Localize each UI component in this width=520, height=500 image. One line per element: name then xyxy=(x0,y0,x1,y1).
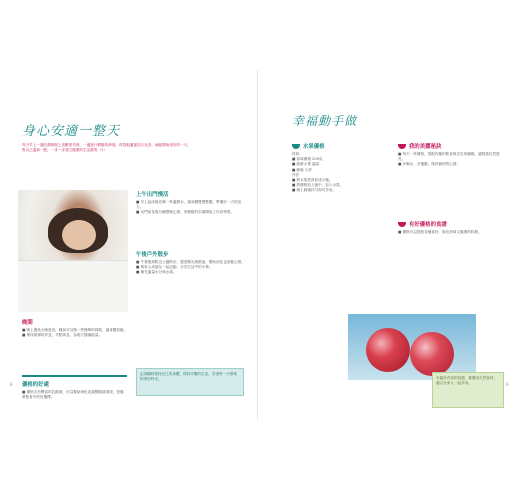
section-afternoon-head: 午後戶外散步 xyxy=(136,252,169,258)
section-evening xyxy=(22,318,132,338)
bowl-icon xyxy=(292,144,300,149)
book-spread xyxy=(8,70,512,420)
left-page-title: 身心安適一整天 xyxy=(22,124,121,139)
beauty-tips xyxy=(398,142,506,168)
left-page-number: 8 xyxy=(10,382,13,387)
red-apples-photo xyxy=(348,314,476,380)
recipe3-text: ■ 優格可以搭配各種食材，做出美味又健康的料理。 xyxy=(398,230,482,234)
section-evening-text: ■ 晚上避免太晚進食，睡前可以做一些簡單的伸展，讓身體放鬆。 ■ 保持規律的作息，早點休息，為明天儲備能量。 xyxy=(22,328,128,338)
face-shape xyxy=(62,220,96,250)
section-evening-head: 晚間 xyxy=(22,320,33,326)
woman-sleeping-photo xyxy=(18,190,128,312)
recipe3-head-label: 有好優格的食譜 xyxy=(409,222,447,228)
recipe2-head-label: 我的美麗秘訣 xyxy=(409,144,442,150)
left-intro-text: 每天早上一邊吃優格配上喜歡的早餐，一邊進行輕鬆的伸展，再搭配適當的日光浴，就能開始美好的一天。 對自己溫和一點，一步一步建立健康的生活節奏（1） xyxy=(22,143,191,153)
left-callout: 記得隨時善待自己的身體，保持平衡的生活，享受每一天帶來的美好時光。 xyxy=(136,368,244,396)
recipe1-head-label: 水果優格 xyxy=(303,144,325,150)
right-page xyxy=(262,70,512,420)
recipe-yogurt xyxy=(292,142,390,194)
recipe1-text: 材料： ■ 原味優格 200克 ■ 新鮮水果 適量 ■ 蜂蜜 少許 作法： ■ 將水果洗淨切成小塊。 ■ 將優格放入碗中，加入水果。 ■ 淋上蜂蜜拌勻即可享用。 xyxy=(292,152,344,193)
section-afternoon xyxy=(136,250,246,276)
apple-right xyxy=(410,332,454,376)
bowl-icon xyxy=(398,144,406,149)
yogurt-benefit-text: ■ 優格含有豐富的乳酸菌，可以幫助消化並調整腸道環境，是健康飲食中的好選擇。 xyxy=(22,390,124,400)
recipe2-head xyxy=(398,142,506,150)
recipe1-head xyxy=(292,142,390,150)
section-morning xyxy=(136,190,246,216)
recipe2-text: ■ 每天一杯優格，搭配均衡的飲食與充足的睡眠，讓肌膚自然透亮。 ■ 多喝水、多運動，保持愉快的心情。 xyxy=(398,152,500,167)
apple-left xyxy=(366,328,410,372)
left-page xyxy=(8,70,258,420)
right-page-number: 9 xyxy=(506,382,509,387)
section-morning-text: ■ 早上起床後先喝一杯溫開水，讓身體慢慢甦醒，準備好一天的活力。 ■ 出門前花幾分鐘整理心情，用輕鬆的步調開始工作或學習。 xyxy=(136,200,242,215)
right-page-title: 幸福動手做 xyxy=(292,114,358,128)
cup-icon xyxy=(398,222,406,227)
apple-callout: 本篇所介紹的食譜，都選用天然食材，適合全家人一起享用。 xyxy=(432,372,504,408)
yogurt-benefit-head: 優格的好處 xyxy=(22,382,49,388)
recipe3-head xyxy=(398,220,506,228)
section-morning-head: 上午出門慢活 xyxy=(136,192,169,198)
section-afternoon-text: ■ 午餐後到附近公園散步，感受陽光與微風，幫助消化也放鬆心情。 ■ 與家人或朋友一起活動，分享生活中的小事。 ■ 補充適量水分與水果。 xyxy=(136,260,245,275)
yogurt-recipes xyxy=(398,220,506,235)
yogurt-benefit-box xyxy=(22,375,127,415)
pillow-shape xyxy=(18,260,128,312)
